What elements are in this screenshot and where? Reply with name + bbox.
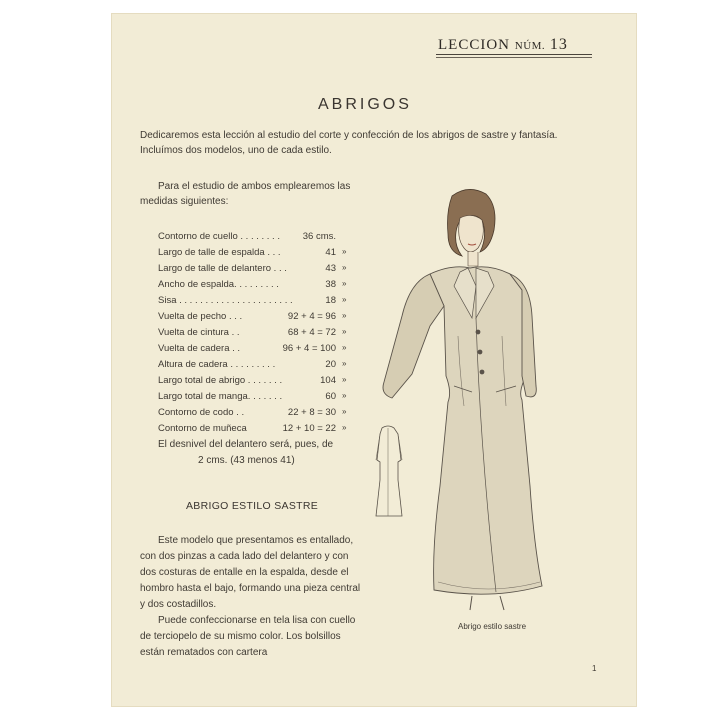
measure-row bbox=[158, 343, 347, 357]
measure-value: 92 + 4 = 96 bbox=[287, 311, 336, 322]
measure-label: Vuelta de cadera . . bbox=[158, 343, 241, 354]
measure-row bbox=[158, 407, 347, 421]
measure-value: 41 bbox=[325, 247, 336, 258]
body-line: están rematados con cartera bbox=[140, 647, 268, 658]
measure-value: 22 + 8 = 30 bbox=[287, 407, 336, 418]
measure-row bbox=[158, 391, 347, 405]
measure-unit: » bbox=[342, 311, 347, 320]
measure-unit: » bbox=[342, 391, 347, 400]
body-line: Puede confeccionarse en tela lisa con cuello bbox=[158, 615, 356, 626]
measure-label: Ancho de espalda. . . . . . . . . bbox=[158, 279, 279, 290]
measure-label: Altura de cadera . . . . . . . . . bbox=[158, 359, 276, 370]
measure-label: Sisa . . . . . . . . . . . . . . . . . . . . . . bbox=[158, 295, 293, 306]
body-line: hombro hasta el bajo, formando una pieza central bbox=[140, 583, 361, 594]
measure-label: Largo de talle de delantero . . . bbox=[158, 263, 287, 274]
lesson-num-word: NÚM. bbox=[514, 40, 546, 52]
measure-unit: » bbox=[342, 407, 347, 416]
section-title: ABRIGO ESTILO SASTRE bbox=[186, 500, 319, 512]
body-line: Este modelo que presentamos es entallado, bbox=[158, 535, 354, 546]
measure-row bbox=[158, 295, 347, 309]
measure-value: 38 bbox=[325, 279, 336, 290]
measure-row bbox=[158, 279, 347, 293]
measure-unit: » bbox=[342, 375, 347, 384]
lesson-number: 13 bbox=[549, 36, 568, 53]
measure-row bbox=[158, 247, 347, 261]
desnivel-line-2: 2 cms. (43 menos 41) bbox=[198, 455, 295, 466]
measure-unit: » bbox=[342, 327, 347, 336]
measures-intro-line-2: medidas siguientes: bbox=[140, 196, 229, 207]
measure-label: Largo de talle de espalda . . . bbox=[158, 247, 281, 258]
measure-row bbox=[158, 327, 347, 341]
lesson-header bbox=[438, 36, 568, 54]
measure-value: 18 bbox=[325, 295, 336, 306]
measure-unit: » bbox=[342, 263, 347, 272]
measure-row bbox=[158, 359, 347, 373]
measure-unit: » bbox=[342, 279, 347, 288]
measure-row bbox=[158, 423, 347, 437]
page-title: ABRIGOS bbox=[318, 96, 412, 113]
measure-row bbox=[158, 263, 347, 277]
desnivel-line-1: El desnivel del delantero será, pues, de bbox=[158, 439, 334, 450]
figure-caption: Abrigo estilo sastre bbox=[458, 622, 527, 631]
measure-row bbox=[158, 375, 347, 389]
coat-illustration bbox=[372, 186, 548, 612]
measure-value: 12 + 10 = 22 bbox=[282, 423, 336, 434]
measure-value: 68 + 4 = 72 bbox=[287, 327, 336, 338]
measure-label: Contorno de muñeca bbox=[158, 423, 247, 434]
page-number: 1 bbox=[592, 664, 597, 673]
measure-unit: » bbox=[342, 423, 347, 432]
measure-value: 20 bbox=[325, 359, 336, 370]
measure-row bbox=[158, 231, 336, 245]
measure-value: 104 bbox=[320, 375, 336, 386]
header-rule-secondary bbox=[436, 57, 592, 58]
face-shape bbox=[459, 215, 484, 252]
body-line: de terciopelo de su mismo color. Los bolsillos bbox=[140, 631, 341, 642]
measure-row bbox=[158, 311, 347, 325]
lesson-word: LECCION bbox=[438, 37, 510, 53]
measure-value: 96 + 4 = 100 bbox=[282, 343, 336, 354]
measure-value: 43 bbox=[325, 263, 336, 274]
intro-line-1: Dedicaremos esta lección al estudio del corte y confección de los abrigos de sastre y fantasía. bbox=[140, 130, 558, 141]
body-line: dos costuras de entalle en la espalda, desde el bbox=[140, 567, 349, 578]
measure-label: Contorno de cuello . . . . . . . . bbox=[158, 231, 280, 242]
measure-label: Contorno de codo . . bbox=[158, 407, 245, 418]
measures-intro-line-1: Para el estudio de ambos emplearemos las bbox=[158, 181, 351, 192]
measure-label: Vuelta de pecho . . . bbox=[158, 311, 243, 322]
body-line: con dos pinzas a cada lado del delantero y con bbox=[140, 551, 349, 562]
header-rule bbox=[436, 54, 592, 55]
measure-unit: » bbox=[342, 247, 347, 256]
measure-unit: » bbox=[342, 343, 347, 352]
body-line: y dos costadillos. bbox=[140, 599, 217, 610]
measure-label: Largo total de abrigo . . . . . . . bbox=[158, 375, 283, 386]
coat-sleeve-left bbox=[383, 274, 444, 398]
measure-value: 60 bbox=[325, 391, 336, 402]
measure-unit: » bbox=[342, 295, 347, 304]
measure-label: Largo total de manga. . . . . . . bbox=[158, 391, 283, 402]
measure-label: Vuelta de cintura . . bbox=[158, 327, 240, 338]
measure-value: 36 cms. bbox=[302, 231, 336, 242]
measure-unit: » bbox=[342, 359, 347, 368]
intro-line-2: Incluímos dos modelos, uno de cada estilo. bbox=[140, 145, 332, 156]
